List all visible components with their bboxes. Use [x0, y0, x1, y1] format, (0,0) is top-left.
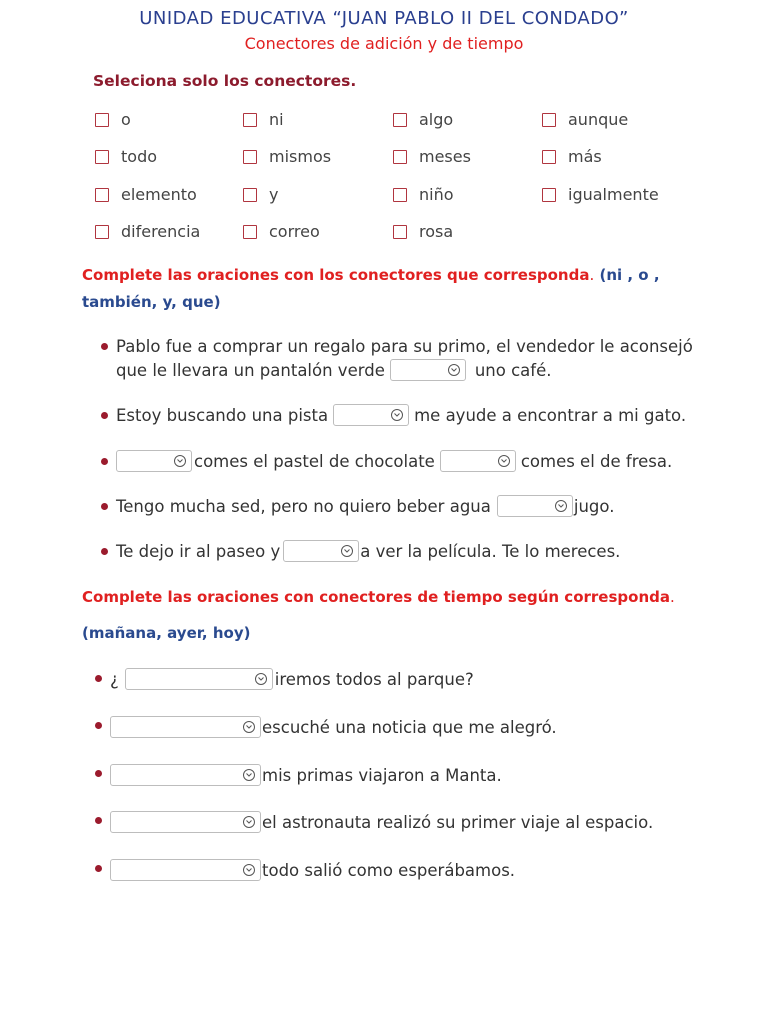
sentence-text: comes el pastel de chocolate: [194, 451, 435, 471]
time-sentence-5: [110, 858, 515, 882]
checkbox-icon[interactable]: [95, 225, 109, 239]
chevron-down-icon: [243, 721, 255, 733]
dropdown-select[interactable]: [110, 716, 261, 738]
checkbox-option[interactable]: [243, 222, 320, 241]
chevron-down-icon: [243, 864, 255, 876]
option-label: ni: [269, 110, 284, 129]
checkbox-option[interactable]: [243, 185, 278, 204]
checkbox-icon[interactable]: [542, 188, 556, 202]
school-title: UNIDAD EDUCATIVA “JUAN PABLO II DEL CONDADO”: [139, 8, 629, 29]
dropdown-select[interactable]: [110, 764, 261, 786]
dropdown-select[interactable]: [497, 495, 573, 517]
sentence-text: que le llevara un pantalón verde: [116, 360, 385, 380]
option-label: mismos: [269, 147, 332, 166]
connector-word-list: (ni , o , también, y, que): [82, 266, 660, 311]
sentence-text: iremos todos al parque?: [274, 669, 474, 689]
bullet-icon: [101, 458, 108, 465]
checkbox-option[interactable]: [95, 110, 131, 129]
sentence-text: jugo.: [573, 496, 615, 516]
option-label: niño: [419, 185, 454, 204]
checkbox-option[interactable]: [243, 110, 284, 129]
sentence-text: Pablo fue a comprar un regalo para su primo, el vendedor le aconsejó: [116, 336, 693, 356]
dropdown-select[interactable]: [125, 668, 273, 690]
bullet-icon: [95, 817, 102, 824]
chevron-down-icon: [341, 545, 353, 557]
option-label: correo: [269, 222, 320, 241]
bullet-icon: [101, 548, 108, 555]
sentence-text: me ayude a encontrar a mi gato.: [414, 405, 687, 425]
checkbox-option[interactable]: [393, 185, 454, 204]
chevron-down-icon: [555, 500, 567, 512]
bullet-icon: [95, 722, 102, 729]
checkbox-icon[interactable]: [243, 225, 257, 239]
checkbox-icon[interactable]: [542, 113, 556, 127]
option-label: todo: [121, 147, 158, 166]
dropdown-select[interactable]: [116, 450, 192, 472]
checkbox-icon[interactable]: [95, 113, 109, 127]
checkbox-icon[interactable]: [95, 188, 109, 202]
bullet-icon: [95, 865, 102, 872]
checkbox-option[interactable]: [393, 222, 453, 241]
sentence-1-line-1: [116, 334, 693, 358]
bullet-icon: [95, 675, 102, 682]
dropdown-select[interactable]: [110, 811, 261, 833]
chevron-down-icon: [243, 816, 255, 828]
checkbox-icon[interactable]: [243, 113, 257, 127]
instruction-text: Complete las oraciones con los conectores que corresponda: [82, 266, 590, 284]
option-label: algo: [419, 110, 454, 129]
chevron-down-icon: [448, 364, 460, 376]
sentence-4: [116, 494, 614, 518]
worksheet-subtitle: Conectores de adición y de tiempo: [244, 34, 524, 53]
sentence-text: Estoy buscando una pista: [116, 405, 329, 425]
instruction-period: .: [669, 588, 675, 606]
bullet-icon: [101, 503, 108, 510]
dropdown-select[interactable]: [440, 450, 516, 472]
checkbox-option[interactable]: [542, 110, 628, 129]
time-sentence-3: [110, 763, 502, 787]
sentence-1-line-2: [116, 358, 552, 382]
sentence-3: [116, 449, 672, 473]
time-sentence-4: [110, 810, 653, 834]
checkbox-option[interactable]: [95, 147, 157, 166]
chevron-down-icon: [243, 769, 255, 781]
checkbox-icon[interactable]: [542, 150, 556, 164]
sentence-text: todo salió como esperábamos.: [262, 860, 516, 880]
instruction-time: [82, 588, 675, 606]
instruction-period: .: [589, 266, 595, 284]
chevron-down-icon: [391, 409, 403, 421]
checkbox-option[interactable]: [393, 110, 453, 129]
option-label: elemento: [121, 185, 197, 204]
sentence-text: escuché una noticia que me alegró.: [262, 717, 557, 737]
checkbox-icon[interactable]: [393, 225, 407, 239]
checkbox-option[interactable]: [542, 185, 659, 204]
checkbox-option[interactable]: [542, 147, 602, 166]
option-label: meses: [419, 147, 471, 166]
option-label: rosa: [419, 222, 454, 241]
time-sentence-1: [110, 667, 474, 691]
sentence-text: uno café.: [474, 360, 552, 380]
checkbox-icon[interactable]: [243, 188, 257, 202]
checkbox-icon[interactable]: [243, 150, 257, 164]
option-label: igualmente: [568, 185, 659, 204]
dropdown-select[interactable]: [283, 540, 359, 562]
chevron-down-icon: [498, 455, 510, 467]
instruction-text: Complete las oraciones con conectores de tiempo según corresponda: [82, 588, 670, 606]
dropdown-select[interactable]: [390, 359, 466, 381]
checkbox-icon[interactable]: [393, 150, 407, 164]
option-label: y: [269, 185, 279, 204]
time-word-list: (mañana, ayer, hoy): [82, 624, 251, 642]
sentence-text: comes el de fresa.: [520, 451, 673, 471]
instruction-addition: [82, 262, 702, 316]
time-sentence-2: [110, 715, 557, 739]
sentence-text: mis primas viajaron a Manta.: [262, 765, 502, 785]
sentence-text: Te dejo ir al paseo y: [116, 541, 281, 561]
bullet-icon: [101, 412, 108, 419]
dropdown-select[interactable]: [333, 404, 409, 426]
sentence-text: a ver la película. Te lo mereces.: [360, 541, 621, 561]
sentence-text: el astronauta realizó su primer viaje al espacio.: [262, 812, 654, 832]
option-label: más: [568, 147, 602, 166]
checkbox-icon[interactable]: [95, 150, 109, 164]
dropdown-select[interactable]: [110, 859, 261, 881]
checkbox-option[interactable]: [243, 147, 331, 166]
sentence-text: ¿: [110, 669, 119, 689]
sentence-text: Tengo mucha sed, pero no quiero beber agua: [116, 496, 491, 516]
chevron-down-icon: [255, 673, 267, 685]
checkbox-icon[interactable]: [393, 113, 407, 127]
checkbox-icon[interactable]: [393, 188, 407, 202]
sentence-2: [116, 403, 686, 427]
checkbox-option[interactable]: [95, 222, 200, 241]
option-label: o: [121, 110, 131, 129]
bullet-icon: [101, 343, 108, 350]
checkbox-option[interactable]: [95, 185, 197, 204]
sentence-5: [116, 539, 620, 563]
option-label: diferencia: [121, 222, 201, 241]
bullet-icon: [95, 770, 102, 777]
instruction-select: Seleciona solo los conectores.: [93, 72, 357, 90]
chevron-down-icon: [174, 455, 186, 467]
checkbox-option[interactable]: [393, 147, 471, 166]
option-label: aunque: [568, 110, 629, 129]
